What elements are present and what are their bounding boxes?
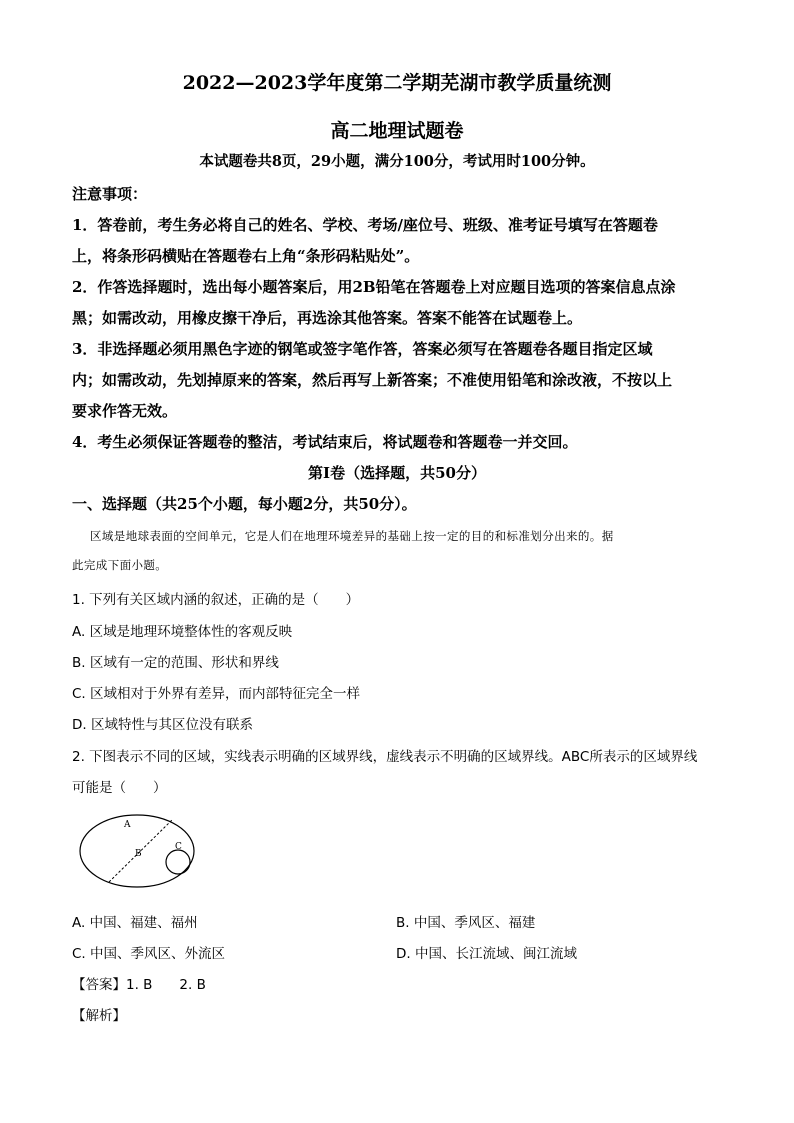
question-2-option-d: D. 中国、长江流域、闽江流域 xyxy=(396,946,577,962)
notice-line: 要求作答无效。 xyxy=(72,402,178,420)
label-c: C xyxy=(175,842,182,852)
notice-line: 2．作答选择题时，选出每小题答案后，用2B铅笔在答题卷上对应题目选项的答案信息点涂 xyxy=(72,278,676,296)
question-1-option-d: D. 区域特性与其区位没有联系 xyxy=(72,717,253,733)
question-2-option-a: A. 中国、福建、福州 xyxy=(72,915,198,931)
notice-line: 4．考生必须保证答题卷的整洁，考试结束后，将试题卷和答题卷一并交回。 xyxy=(72,433,578,451)
question-1-stem: 1. 下列有关区域内涵的叙述，正确的是（ ） xyxy=(72,592,360,608)
exam-info: 本试题卷共8页，29小题，满分100分，考试用时100分钟。 xyxy=(199,153,595,170)
notice-line: 内；如需改动，先划掉原来的答案，然后再写上新答案；不准使用铅笔和涂改液，不按以上 xyxy=(72,371,673,389)
analysis-tag: 【解析】 xyxy=(72,1008,126,1024)
answer-line xyxy=(72,973,206,993)
question-2-option-b: B. 中国、季风区、福建 xyxy=(396,915,536,931)
intro-passage-line: 区域是地球表面的空间单元，它是人们在地理环境差异的基础上按一定的目的和标准划分出来的。据 xyxy=(90,529,614,543)
exam-subtitle: 高二地理试题卷 xyxy=(330,120,464,142)
question-1-option-b: B. 区域有一定的范围、形状和界线 xyxy=(72,655,279,671)
question-1-option-c: C. 区域相对于外界有差异，而内部特征完全一样 xyxy=(72,686,361,702)
question-2-stem: 2. 下图表示不同的区域，实线表示明确的区域界线，虚线表示不明确的区域界线。ABC所表示的区域界线 xyxy=(72,749,698,765)
label-a: A xyxy=(124,820,131,830)
question-1-option-a: A. 区域是地理环境整体性的客观反映 xyxy=(72,624,293,640)
label-b: B xyxy=(135,849,142,859)
region-diagram xyxy=(78,812,202,892)
question-2-stem: 可能是（ ） xyxy=(72,780,167,796)
notice-line: 3．非选择题必须用黑色字迹的钢笔或签字笔作答，答案必须写在答题卷各题目指定区域 xyxy=(72,340,653,358)
region-c-boundary xyxy=(166,850,190,874)
question-2-option-c: C. 中国、季风区、外流区 xyxy=(72,946,226,962)
notice-heading: 注意事项： xyxy=(72,185,148,203)
section-heading: 一、选择题（共25个小题，每小题2分，共50分）。 xyxy=(72,495,417,513)
exam-title: 2022—2023学年度第二学期芜湖市教学质量统测 xyxy=(182,72,612,94)
intro-passage-line: 此完成下面小题。 xyxy=(72,558,168,572)
part-title: 第Ⅰ卷（选择题，共50分） xyxy=(308,464,486,482)
answer-text: 1. B 2. B xyxy=(126,977,206,993)
notice-line: 上，将条形码横贴在答题卷右上角“条形码粘贴处”。 xyxy=(72,247,420,265)
notice-line: 黑；如需改动，用橡皮擦干净后，再选涂其他答案。答案不能答在试题卷上。 xyxy=(72,309,583,327)
answer-tag: 【答案】 xyxy=(72,977,126,993)
notice-line: 1．答卷前，考生务必将自己的姓名、学校、考场/座位号、班级、准考证号填写在答题卷 xyxy=(72,216,658,234)
